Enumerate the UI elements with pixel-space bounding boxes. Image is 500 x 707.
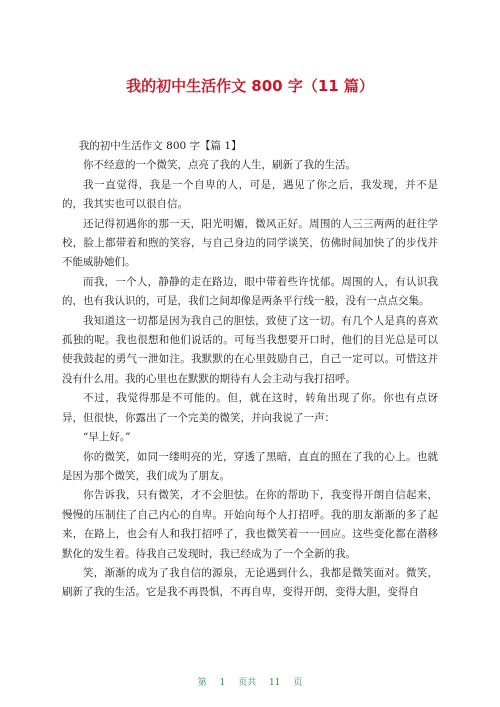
page-footer (0, 675, 500, 688)
footer-page-total: 11 (269, 678, 281, 688)
paragraph: 不过，我觉得那是不可能的。但，就在这时，转角出现了你。你也有点讶异，但很快，你露出了一个完美的微笑，并向我说了一声： (62, 392, 438, 424)
section-heading: 我的初中生活作文 800 字【篇 1】 (78, 140, 242, 152)
document-title: 我的初中生活作文 800 字（11 篇） (126, 77, 374, 95)
footer-page-end: 页 (293, 678, 303, 688)
paragraph: 你告诉我，只有微笑，才不会胆怯。在你的帮助下，我变得开朗自信起来，慢慢的压制住了自己内心的自卑。开始向每个人打招呼。我的朋友渐渐的多了起来，在路上，也会有人和我打招呼了，我也微笑着一一回应。这些变化都在潜移默化的发生着。待我自己发现时，我已经成为了一个全新的我。 (62, 489, 438, 560)
paragraph: 我知道这一切都是因为我自己的胆怯，致使了这一切。有几个人是真的喜欢孤独的呢。我也很想和他们说话的。可每当我想要开口时，他们的目光总是可以使我鼓起的勇气一泄如注。我默默的在心里鼓励自己，自己一定可以。可惜这并没有什么用。我的心里也在默默的期待有人会主动与我打招呼。 (62, 314, 438, 385)
footer-page-label: 第 (197, 678, 207, 688)
footer-page-mid: 页共 (238, 678, 257, 688)
paragraph: 笑，渐渐的成为了我自信的源泉，无论遇到什么，我都是微笑面对。微笑，刷新了我的生活。它是我不再畏惧，不再自卑，变得开朗，变得大胆，变得自 (62, 566, 438, 599)
paragraph: 而我，一个人，静静的走在路边，眼中带着些许忧郁。周围的人，有认识我的，也有我认识的，可是，我们之间却像是两条平行线一般，没有一点点交集。 (62, 275, 438, 308)
paragraph: 你不经意的一个微笑，点亮了我的人生，刷新了我的生活。 (83, 159, 356, 172)
footer-page-current: 1 (219, 678, 226, 688)
paragraph: 我一直觉得，我是一个自卑的人，可是，遇见了你之后，我发现，并不是的，我其实也可以很自信。 (62, 178, 438, 211)
paragraph: “早上好。” (83, 431, 131, 444)
document-body (62, 137, 438, 603)
paragraph: 你的微笑，如同一缕明亮的光，穿透了黑暗，直直的照在了我的心上。也就是因为那个微笑，我们成为了朋友。 (62, 450, 438, 482)
paragraph: 还记得初遇你的那一天，阳光明媚，微风正好。周围的人三三两两的赶往学校，脸上都带着和煦的笑容，与自己身边的同学谈笑，仿佛时间加快了的步伐并不能威胁她们。 (62, 217, 438, 269)
